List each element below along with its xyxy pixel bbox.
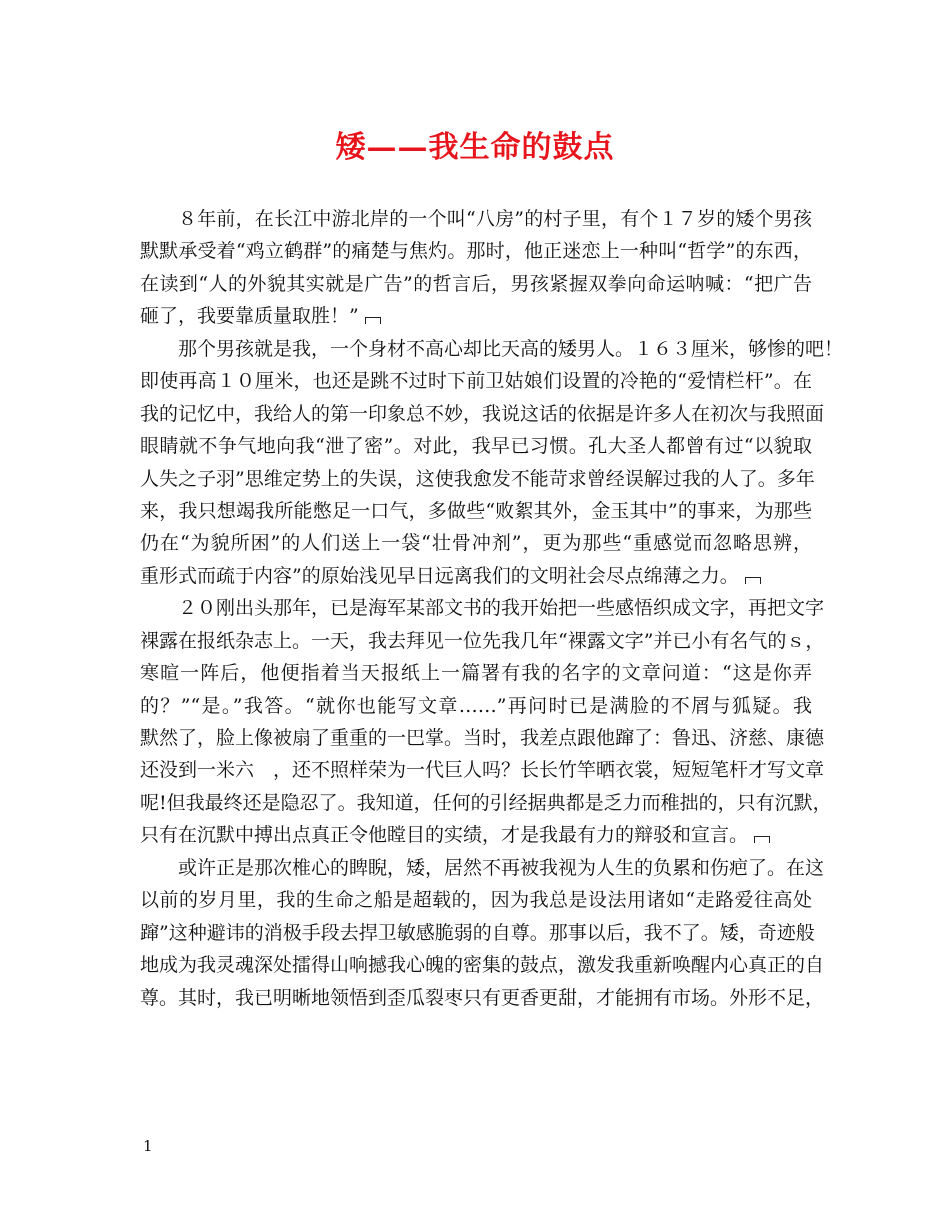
text-line: 蹿”这种避讳的消极手段去捍卫敏感脆弱的自尊。那事以后，我不了。矮，奇迹般 bbox=[140, 921, 815, 944]
page-number: 1 bbox=[143, 1137, 153, 1155]
text-line: 以前的岁月里，我的生命之船是超载的，因为我总是设法用诸如“走路爱往高处 bbox=[140, 889, 812, 912]
text-line: 那个男孩就是我，一个身材不高心却比天高的矮男人。１６３厘米，够惨的吧！ bbox=[178, 337, 844, 360]
text-line: ８年前，在长江中游北岸的一个叫“八房”的村子里，有个１７岁的矮个男孩 bbox=[178, 208, 812, 230]
text-line: 即使再高１０厘米，也还是跳不过时下前卫姑娘们设置的冷艳的“爱情栏杆”。在 bbox=[140, 370, 812, 393]
return-mark-icon bbox=[745, 577, 761, 584]
text-line: 呢!但我最终还是隐忍了。我知道，任何的引经据典都是乏力而稚拙的，只有沉默， bbox=[140, 791, 832, 814]
text-line: 在读到“人的外貌其实就是广告”的哲言后，男孩紧握双拳向命运呐喊：“把广告 bbox=[140, 272, 812, 295]
text-line: 地成为我灵魂深处擂得山响撼我心魄的密集的鼓点，激发我重新唤醒内心真正的自 bbox=[140, 954, 825, 977]
text-line: 我的记忆中，我给人的第一印象总不妙，我说这话的依据是许多人在初次与我照面 bbox=[140, 402, 825, 425]
text-line: 眼睛就不争气地向我“泄了密”。对此，我早已习惯。孔大圣人都曾有过“以貌取 bbox=[140, 435, 812, 458]
paragraph bbox=[140, 852, 825, 1014]
paragraph bbox=[140, 203, 812, 333]
text-line: 寒暄一阵后，他便指着当天报纸上一篇署有我的名字的文章问道：“这是你弄 bbox=[140, 662, 812, 685]
text-line: ２０刚出头那年，已是海军某部文书的我开始把一些感悟织成文字，再把文字 bbox=[178, 597, 825, 620]
text-line bbox=[140, 300, 812, 332]
document-title: 矮——我生命的鼓点 bbox=[335, 130, 615, 165]
paragraph bbox=[140, 592, 832, 852]
text-line: 尊。其时，我已明晰地领悟到歪瓜裂枣只有更香更甜，才能拥有市场。外形不足， bbox=[140, 986, 825, 1009]
return-mark-icon bbox=[365, 317, 381, 324]
text-line: 或许正是那次椎心的睥睨，矮，居然不再被我视为人生的负累和伤疤了。在这 bbox=[178, 856, 825, 879]
text-line: 来，我只想竭我所能憋足一口气，多做些“败絮其外，金玉其中”的事来，为那些 bbox=[140, 499, 812, 522]
text-line-content: 只有在沉默中搏出点真正令他瞠目的实绩，才是我最有力的辩驳和宣言。 bbox=[140, 824, 749, 847]
text-line: 默然了，脸上像被扇了重重的一巴掌。当时，我差点跟他蹿了：鲁迅、济慈、康德 bbox=[140, 727, 825, 749]
document-body bbox=[140, 203, 844, 1014]
text-line: 裸露在报纸杂志上。一天，我去拜见一位先我几年“裸露文字”并已小有名气的ｓ， bbox=[140, 629, 825, 652]
return-mark-icon bbox=[754, 836, 770, 843]
paragraph bbox=[140, 333, 844, 593]
text-line bbox=[140, 560, 812, 592]
text-line: 仍在“为貌所困”的人们送上一袋“壮骨冲剂”，更为那些“重感觉而忽略思辨， bbox=[140, 532, 812, 555]
text-line bbox=[140, 819, 812, 851]
text-line: 的？”“是。”我答。“就你也能写文章……”再问时已是满脸的不屑与狐疑。我 bbox=[140, 694, 812, 717]
text-line: 默默承受着“鸡立鹤群”的痛楚与焦灼。那时，他正迷恋上一种叫“哲学”的东西， bbox=[140, 240, 812, 263]
text-line: 还没到一米六 ，还不照样荣为一代巨人吗？长长竹竿晒衣裳，短短笔杆才写文章 bbox=[140, 759, 825, 782]
text-line: 人失之子羽”思维定势上的失误，这使我愈发不能苛求曾经误解过我的人了。多年 bbox=[140, 467, 815, 490]
text-line-content: 重形式而疏于内容”的原始浅见早日远离我们的文明社会尽点绵薄之力。 bbox=[140, 564, 739, 587]
text-line-content: 砸了，我要靠质量取胜！” bbox=[140, 305, 359, 328]
